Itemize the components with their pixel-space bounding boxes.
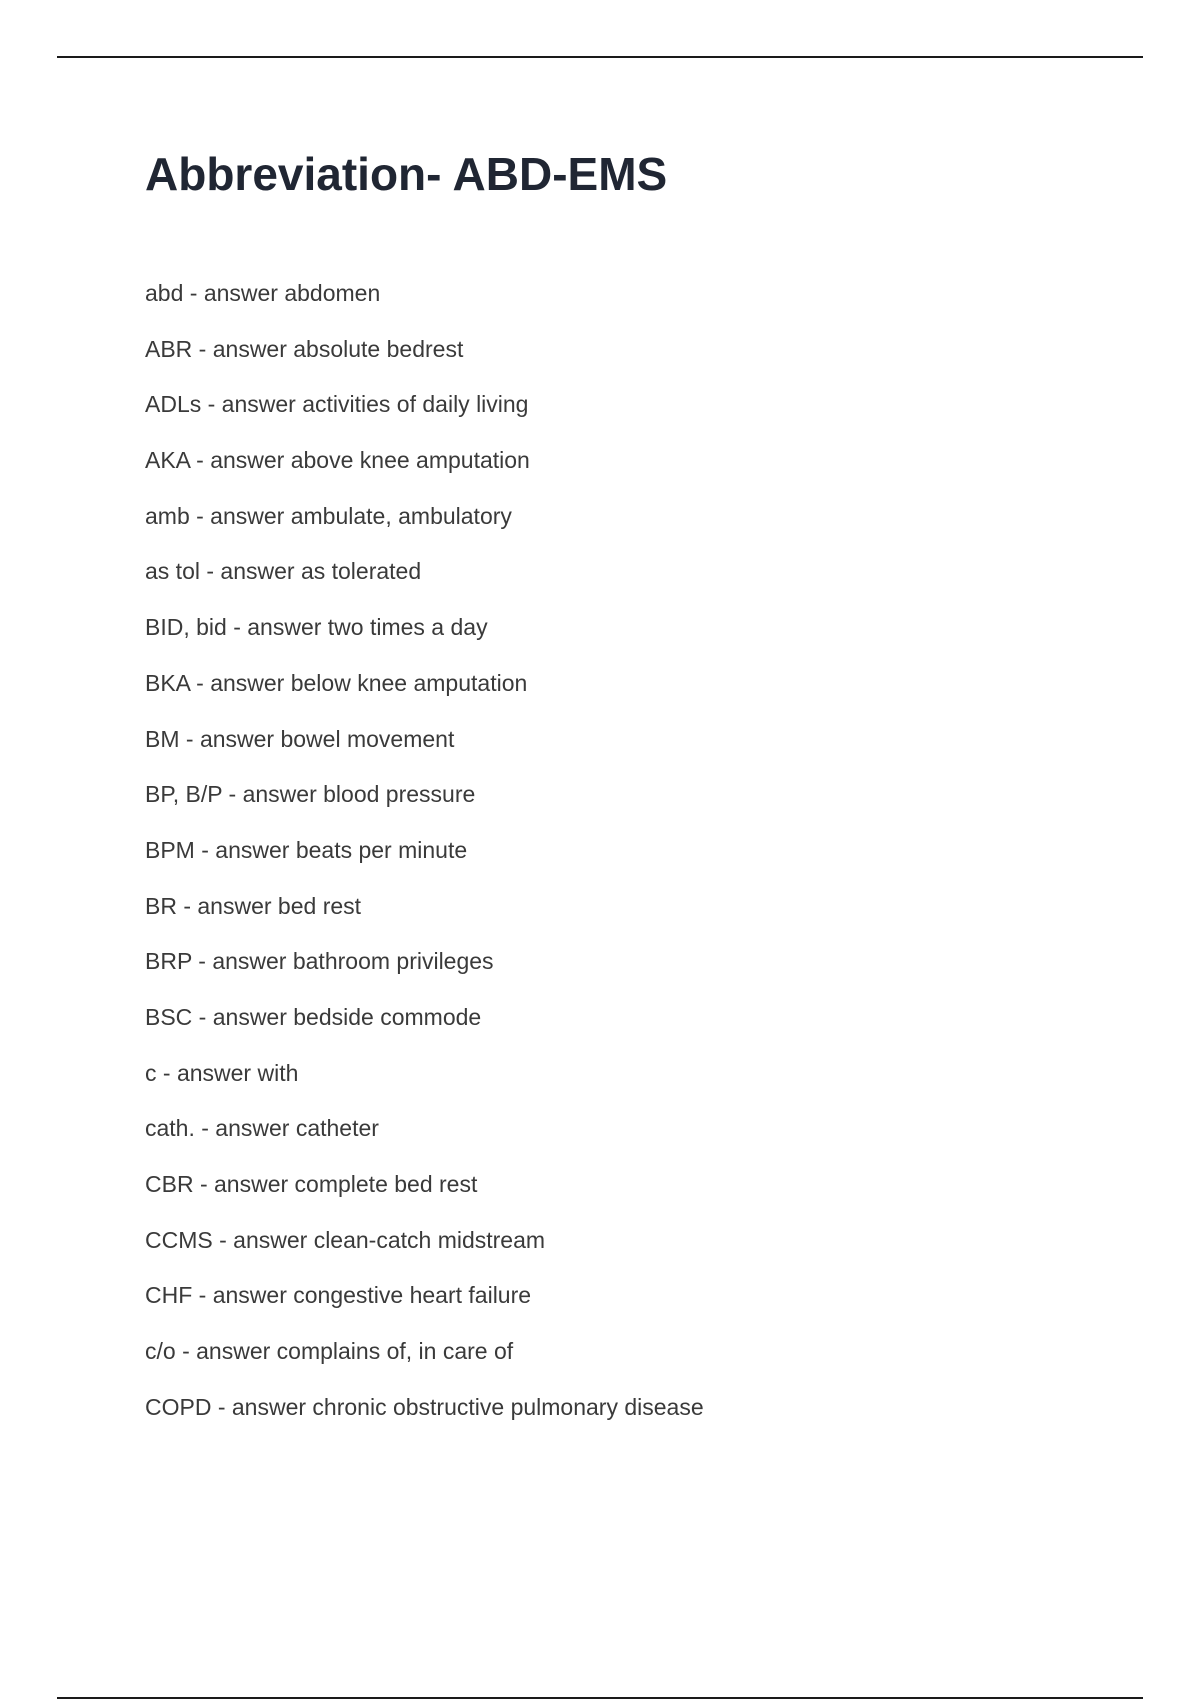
- list-item: BP, B/P - answer blood pressure: [145, 781, 476, 808]
- list-item: COPD - answer chronic obstructive pulmonary disease: [145, 1393, 704, 1420]
- list-item: ABR - answer absolute bedrest: [145, 335, 464, 362]
- list-item: BID, bid - answer two times a day: [145, 614, 488, 641]
- list-item: BKA - answer below knee amputation: [145, 669, 528, 696]
- list-item: BM - answer bowel movement: [145, 725, 455, 752]
- list-item: BR - answer bed rest: [145, 892, 362, 919]
- list-item: as tol - answer as tolerated: [145, 558, 422, 585]
- list-item: cath. - answer catheter: [145, 1115, 379, 1142]
- list-item: ADLs - answer activities of daily living: [145, 391, 529, 418]
- list-item: abd - answer abdomen: [145, 280, 381, 306]
- abbreviation-list: [145, 278, 704, 1447]
- list-item: CBR - answer complete bed rest: [145, 1171, 478, 1197]
- list-item: BPM - answer beats per minute: [145, 836, 468, 863]
- list-item: c/o - answer complains of, in care of: [145, 1338, 514, 1365]
- list-item: CCMS - answer clean-catch midstream: [145, 1226, 546, 1253]
- page-title: Abbreviation- ABD-EMS: [145, 148, 668, 200]
- bottom-rule: [57, 1697, 1143, 1699]
- list-item: amb - answer ambulate, ambulatory: [145, 502, 512, 529]
- top-rule: [57, 56, 1143, 58]
- list-item: BRP - answer bathroom privileges: [145, 948, 494, 975]
- list-item: AKA - answer above knee amputation: [145, 447, 530, 474]
- list-item: BSC - answer bedside commode: [145, 1003, 482, 1030]
- list-item: CHF - answer congestive heart failure: [145, 1282, 532, 1309]
- page-content: [145, 140, 1145, 1420]
- list-item: c - answer with: [145, 1059, 299, 1086]
